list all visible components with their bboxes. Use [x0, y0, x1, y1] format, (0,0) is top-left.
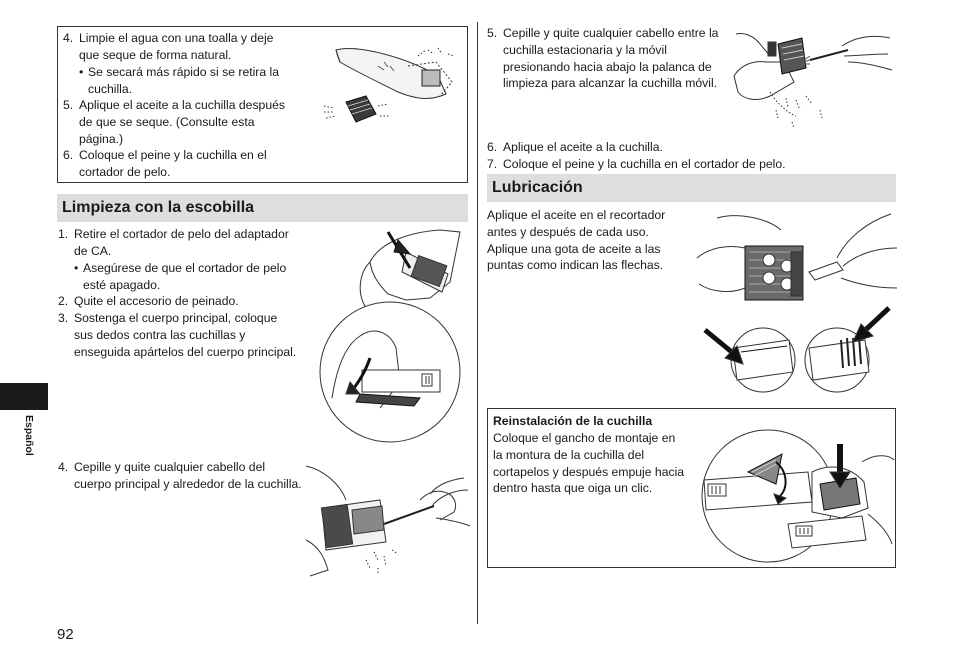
drying-clipper-illustration	[318, 36, 466, 140]
language-tab	[0, 383, 48, 410]
brushing-body-illustration	[304, 460, 470, 580]
step-6-apply-oil: 6. Aplique el aceite a la cuchilla.	[487, 140, 663, 154]
step-7-attach: 7. Coloque el peine y la cuchilla en el cortador de pelo.	[487, 157, 786, 171]
step-4-brush-body: 4. Cepille y quite cualquier cabello del cuerpo principal y alrededor de la cuchilla.	[58, 460, 302, 491]
step-4-dry: 4. Limpie el agua con una toalla y deje que seque de forma natural.	[63, 31, 274, 62]
section-title-brush-cleaning: Limpieza con la escobilla	[57, 194, 468, 222]
step-5-oil: 5. Aplique el aceite a la cuchilla después de que se seque. (Consulte esta página.)	[63, 98, 285, 146]
bullet-switch-off: • Asegúrese de que el cortador de pelo esté apagado.	[74, 261, 287, 292]
lubrication-illustration	[697, 208, 897, 392]
page-number: 92	[57, 626, 74, 643]
reinstall-title: Reinstalación de la cuchilla	[493, 414, 653, 428]
language-tab-label: Español	[23, 415, 35, 456]
reinstall-blade-illustration	[692, 432, 894, 566]
lubrication-text: Aplique el aceite en el recortador antes y después de cada uso. Aplique una gota de aceite a las puntas como indican las flechas.	[487, 208, 666, 273]
step-5-brush-blades: 5. Cepille y quite cualquier cabello entre la cuchilla estacionaria y la móvil presionando hacia abajo la palanca de limpieza para alcanzar la cuchilla móvil.	[487, 26, 719, 91]
reinstall-text: Coloque el gancho de montaje en la montura de la cuchilla del cortapelos y después empuje hacia dentro hasta que oiga un clic.	[493, 431, 685, 496]
step-3-hold-body: 3. Sostenga el cuerpo principal, coloque sus dedos contra las cuchillas y enseguida apártelos del cuerpo principal.	[58, 311, 297, 359]
column-divider	[477, 22, 478, 624]
blade-brushing-illustration	[730, 26, 892, 132]
section-title-lubrication: Lubricación	[487, 174, 896, 202]
blade-removal-illustration	[310, 222, 470, 442]
step-2-remove-comb: 2. Quite el accesorio de peinado.	[58, 294, 239, 308]
step-6-attach: 6. Coloque el peine y la cuchilla en el cortador de pelo.	[63, 148, 267, 179]
bullet-remove-blade: • Se secará más rápido si se retira la cuchilla.	[79, 65, 280, 96]
step-1-unplug: 1. Retire el cortador de pelo del adaptador de CA.	[58, 227, 289, 258]
